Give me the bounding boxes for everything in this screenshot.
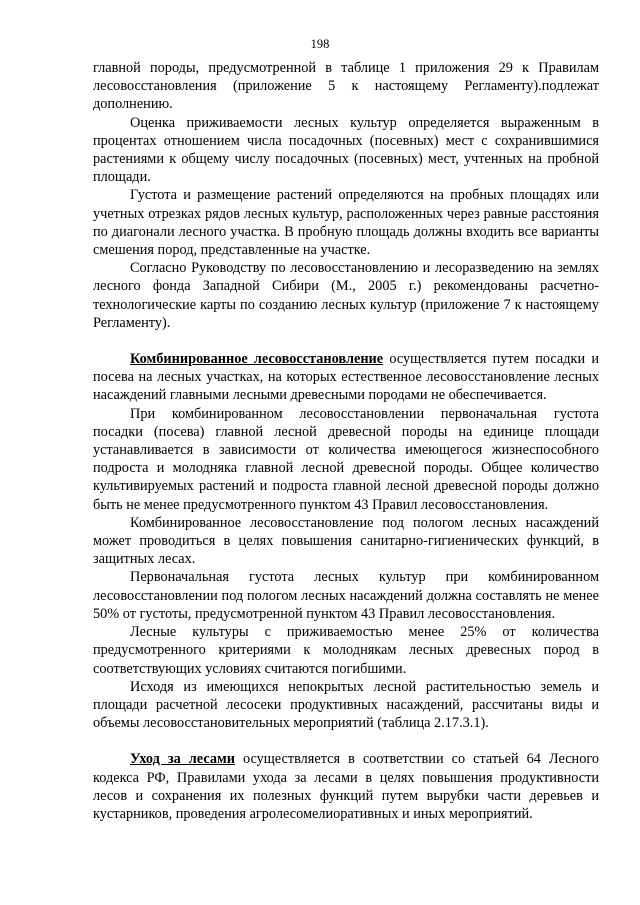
paragraph: Исходя из имеющихся непокрытых лесной растительностью земель и площади расчетной лесосеки продуктивных насаждений, рассчитаны виды и объемы лесовосстановительных мероприятий (таблица 2.17.3.1).: [93, 678, 599, 732]
paragraph-text: осуществляется в соответствии со статьей 64 Лесного кодекса РФ, Правилами ухода за лесами в целях повышения продуктивности лесов и сохранения их полезных функций путем вырубки части деревьев и кустарников, проведения агролесомелиоративных и иных мероприятий.: [93, 751, 600, 822]
paragraph-gap: [93, 732, 599, 750]
paragraph: Густота и размещение растений определяются на пробных площадях или учетных отрезках рядов лесных культур, расположенных через равные расстояния по диагонали лесного участка. В пробную площадь должны входить все варианты смешения пород, представленные на участке.: [93, 187, 599, 259]
paragraph-text: осуществляется путем посадки и посева на лесных участках, на которых естественное лесовосстановление лесных насаждений главными лесными древесными породами не обеспечивается.: [93, 351, 600, 404]
paragraph: Лесные культуры с приживаемостью менее 25% от количества предусмотренного критериями к молоднякам лесных древесных пород в соответствующих условиях считаются погибшими.: [93, 624, 599, 677]
paragraph: главной породы, предусмотренной в таблице 1 приложения 29 к Правилам лесовосстановления (приложение 5 к настоящему Регламенту).подлежат дополнению.: [93, 60, 599, 113]
paragraph: Первоначальная густота лесных культур при комбинированном лесовосстановлении под пологом лесных насаждений должна составлять не менее 50% от густоты, предусмотренной пунктом 43 Правил лесовосстановления.: [93, 569, 599, 622]
page-number: 198: [310, 37, 330, 51]
document-body: [93, 59, 599, 823]
paragraph: Согласно Руководству по лесовосстановлению и лесоразведению на землях лесного фонда Западной Сибири (М., 2005 г.) рекомендованы расчетно-технологические карты по созданию лесных культур (приложение 7 к настоящему Регламенту).: [93, 260, 599, 331]
section-paragraph: [93, 750, 599, 823]
paragraph: Комбинированное лесовосстановление под пологом лесных насаждений может проводиться в целях повышения санитарно-гигиенических функций, в защитных лесах.: [93, 514, 599, 568]
section-heading: Уход за лесами: [130, 751, 235, 768]
paragraph: Оценка приживаемости лесных культур определяется выраженным в процентах отношением числа посадочных (посевных) мест с сохранившимися растениями к общему числу посадочных (посевных) мест, учтенных на пробной площади.: [93, 114, 599, 186]
paragraph-gap: [93, 332, 599, 350]
paragraph: При комбинированном лесовосстановлении первоначальная густота посадки (посева) главной лесной древесной породы на единице площади устанавливается в зависимости от количества имеющегося жизнеспособного подроста и молодняка главной лесной древесной породы. Общее количество культивируемых растений и подроста главной лесной древесной породы должно быть не менее предусмотренного пунктом 43 Правил лесовосстановления.: [93, 405, 599, 513]
section-heading: Комбинированное лесовосстановление: [130, 351, 384, 368]
section-paragraph: [93, 350, 599, 405]
